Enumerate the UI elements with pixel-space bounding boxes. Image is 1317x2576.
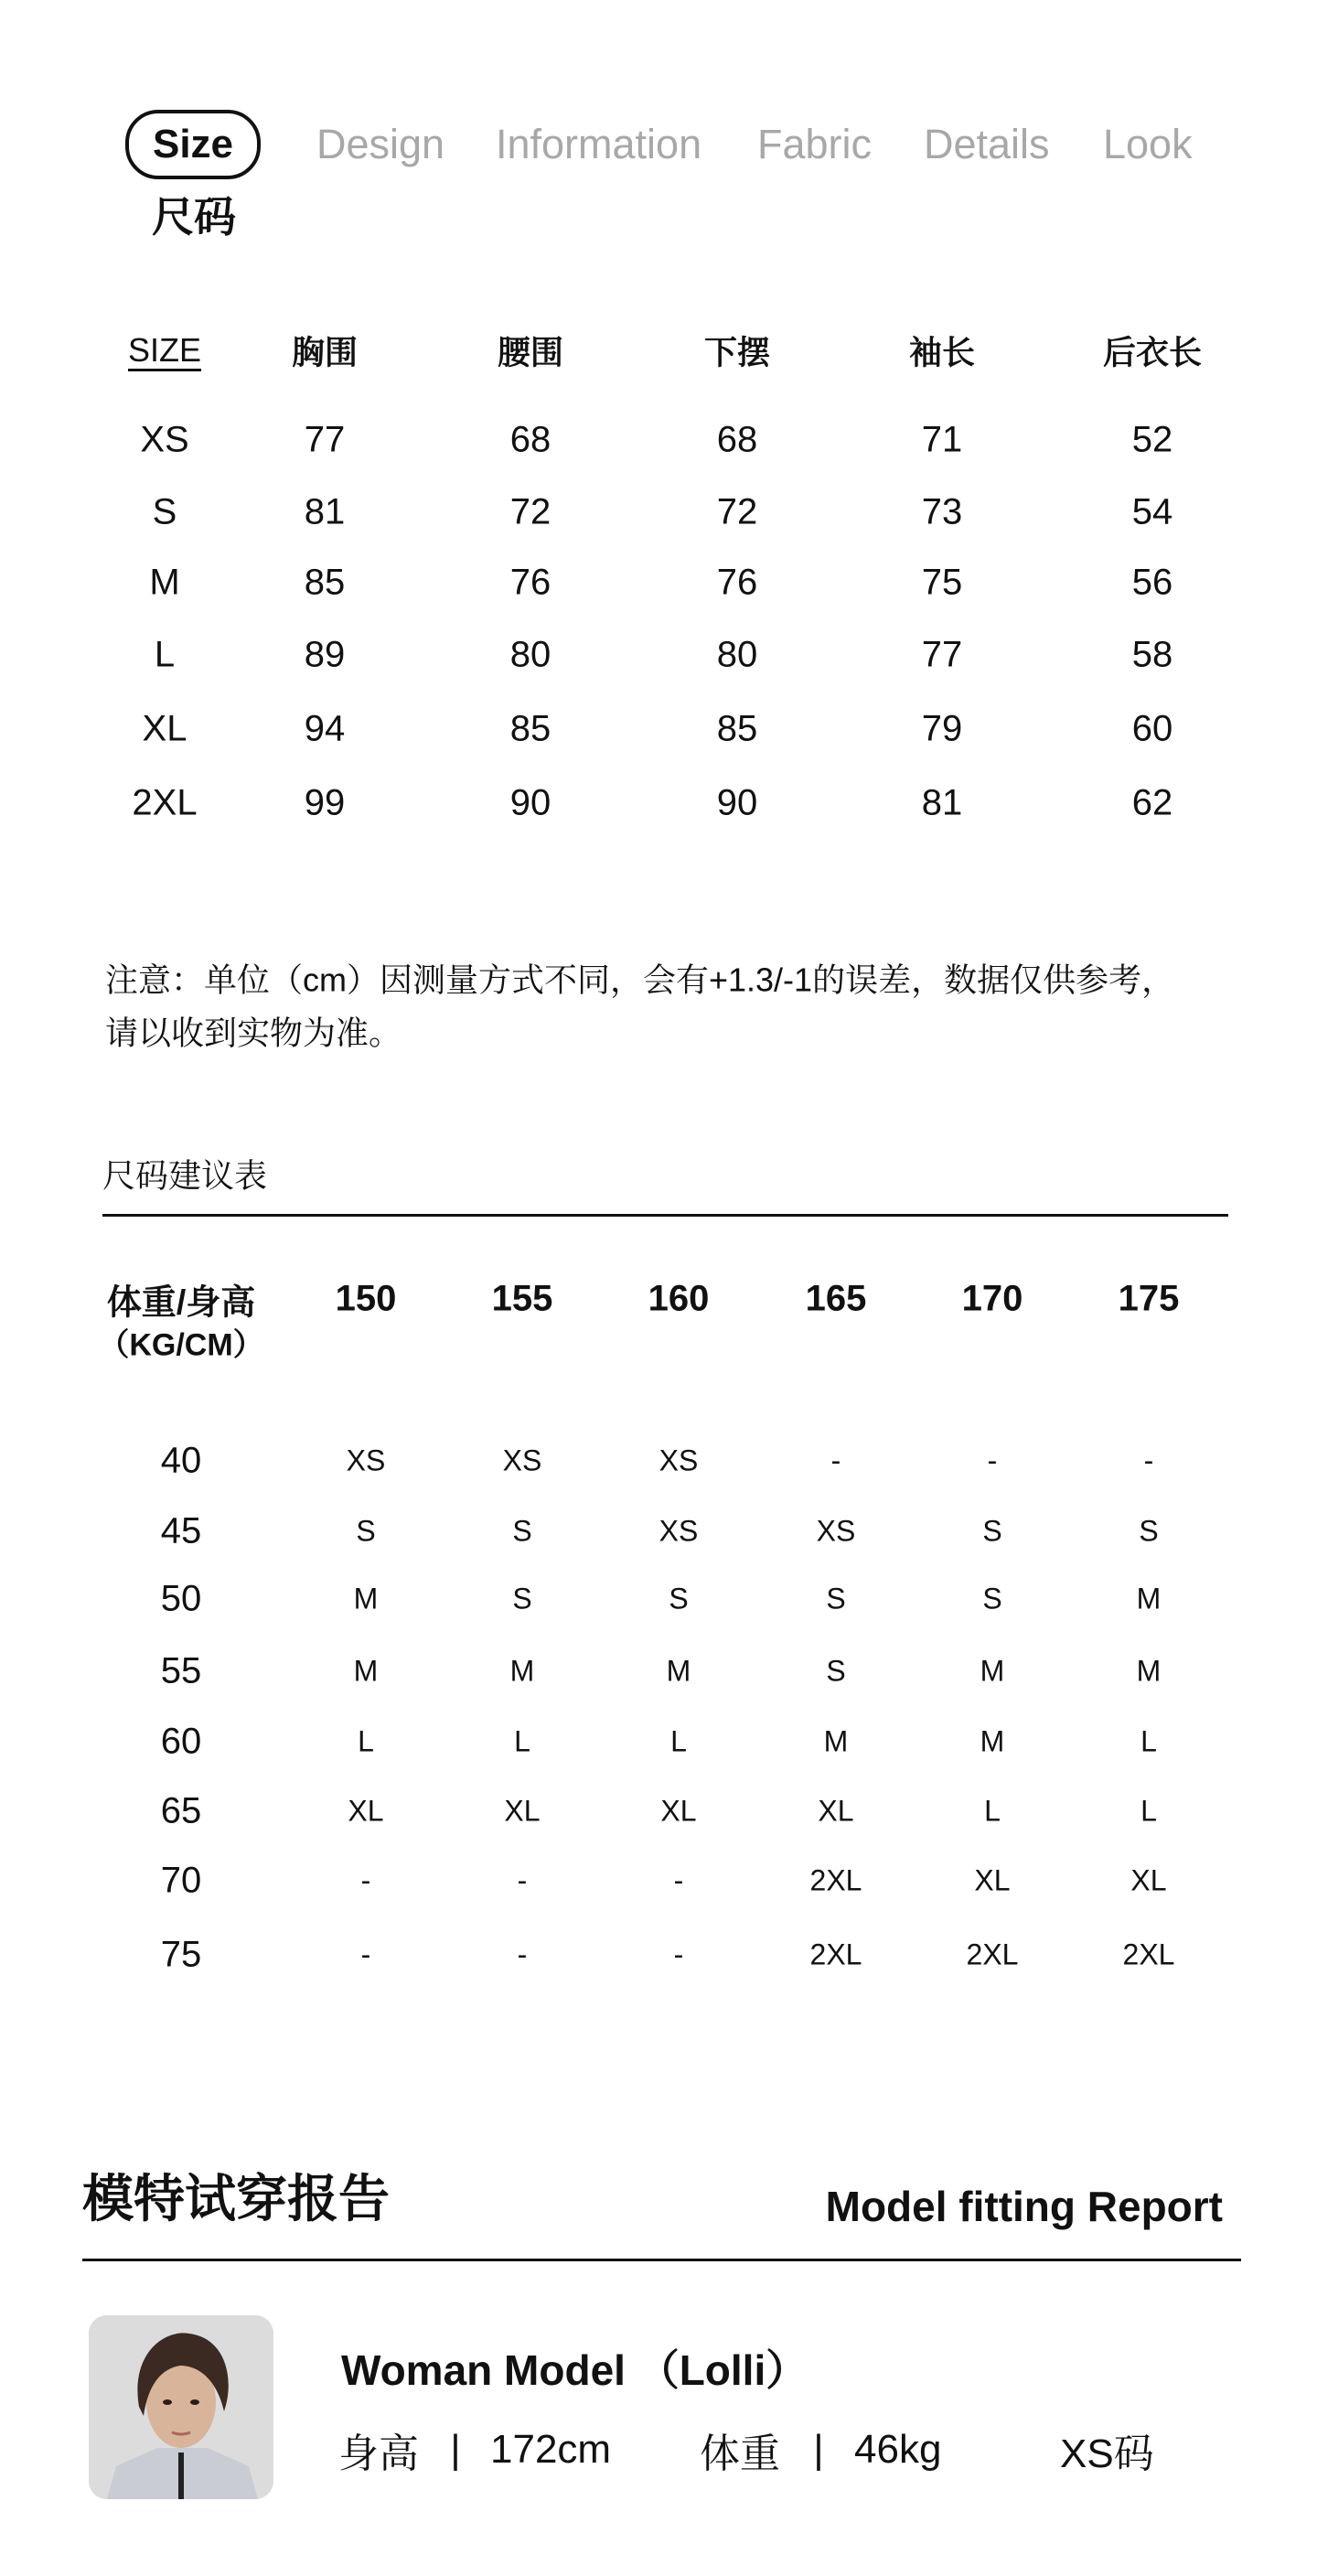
- size-table-cell: 81: [304, 491, 346, 532]
- height-header: 160: [648, 1278, 710, 1319]
- recommend-cell: S: [669, 1582, 689, 1615]
- separator: |: [813, 2427, 824, 2472]
- recommend-cell: XL: [818, 1794, 854, 1828]
- recommend-cell: -: [517, 1863, 528, 1897]
- recommend-cell: 2XL: [809, 1937, 862, 1971]
- size-table-cell: 62: [1131, 782, 1173, 823]
- size-table-cell: 58: [1131, 634, 1173, 675]
- tab-information[interactable]: Information: [496, 121, 702, 167]
- recommend-cell: 2XL: [1122, 1937, 1175, 1971]
- tab-look[interactable]: Look: [1103, 121, 1193, 167]
- recommend-cell: XS: [502, 1444, 542, 1477]
- separator: |: [450, 2427, 461, 2472]
- size-table-header: 腰围: [497, 333, 564, 371]
- size-table-cell: 77: [304, 419, 346, 460]
- recommend-cell: M: [353, 1582, 379, 1615]
- size-table-cell: 73: [921, 491, 963, 532]
- recommend-cell: 2XL: [966, 1937, 1019, 1971]
- recommend-cell: -: [360, 1937, 371, 1971]
- recommend-cell: M: [823, 1724, 849, 1758]
- size-table-cell: 85: [304, 562, 346, 603]
- recommend-cell: -: [517, 1937, 528, 1971]
- size-table-cell: 76: [716, 562, 758, 603]
- weight-label: 45: [160, 1510, 202, 1551]
- size-table-cell: 79: [921, 708, 963, 749]
- size-table-cell: 77: [921, 634, 963, 675]
- size-value: XS码: [1060, 2431, 1154, 2476]
- recommend-cell: XL: [974, 1863, 1011, 1897]
- weight-label: 60: [160, 1721, 202, 1762]
- tab-fabric[interactable]: Fabric: [757, 121, 873, 167]
- model-photo: [89, 2315, 273, 2499]
- recommend-cell: S: [512, 1514, 532, 1548]
- note-line-1: 注意：单位（cm）因测量方式不同，会有+1.3/-1的误差，数据仅供参考，: [105, 961, 1175, 999]
- recommend-cell: XL: [504, 1794, 541, 1828]
- height-header: 170: [961, 1278, 1023, 1319]
- recommend-cell: M: [1136, 1582, 1162, 1615]
- recommend-cell: S: [982, 1582, 1002, 1615]
- model-name: Woman Model （Lolli）: [341, 2346, 808, 2394]
- height-header: 150: [335, 1278, 397, 1319]
- tab-size[interactable]: Size: [125, 110, 261, 179]
- size-table-cell: 85: [716, 708, 758, 749]
- size-table-cell: 89: [304, 634, 346, 675]
- weight-label: 体重: [700, 2431, 780, 2476]
- size-table-cell: 75: [921, 562, 963, 603]
- size-label: 2XL: [132, 782, 198, 823]
- recommend-cell: -: [360, 1863, 371, 1897]
- height-header: 165: [805, 1278, 867, 1319]
- size-table-cell: 60: [1131, 708, 1173, 749]
- recommend-cell: S: [826, 1654, 846, 1688]
- size-table-cell: 81: [921, 782, 963, 823]
- recommend-cell: S: [826, 1582, 846, 1615]
- recommend-cell: XS: [658, 1514, 699, 1548]
- recommend-cell: M: [353, 1654, 379, 1688]
- recommend-cell: S: [512, 1582, 532, 1615]
- recommend-cell: -: [673, 1863, 684, 1897]
- weight-label: 50: [160, 1578, 202, 1619]
- size-table-header: 下摆: [703, 333, 771, 371]
- recommend-cell: -: [673, 1937, 684, 1971]
- weight-label: 40: [160, 1440, 202, 1481]
- size-table-cell: 54: [1131, 491, 1173, 532]
- weight-label: 75: [160, 1934, 202, 1975]
- recommend-cell: L: [670, 1724, 687, 1758]
- recommend-cell: XL: [660, 1794, 697, 1828]
- size-table-cell: 72: [716, 491, 758, 532]
- recommend-cell: M: [980, 1654, 1005, 1688]
- weight-label: 55: [160, 1650, 202, 1691]
- recommend-cell: L: [1140, 1724, 1157, 1758]
- size-table-cell: 56: [1131, 562, 1173, 603]
- height-label: 身高: [338, 2431, 419, 2476]
- weight-value: 46kg: [854, 2427, 942, 2472]
- weight-label: 70: [160, 1860, 202, 1901]
- recommend-cell: XS: [658, 1444, 699, 1477]
- size-table-header: SIZE: [127, 331, 202, 369]
- size-table-cell: 68: [509, 419, 551, 460]
- recommend-cell: L: [1140, 1794, 1157, 1828]
- size-table-cell: 76: [509, 562, 551, 603]
- size-table-header: 胸围: [291, 333, 359, 371]
- size-table-cell: 80: [509, 634, 551, 675]
- height-value: 172cm: [490, 2427, 612, 2472]
- divider: [102, 1214, 1228, 1217]
- tab-details[interactable]: Details: [924, 121, 1050, 167]
- size-label: S: [152, 491, 177, 532]
- note-line-2: 请以收到实物为准。: [105, 1014, 402, 1052]
- size-label: L: [154, 634, 176, 675]
- recommend-cell: M: [980, 1724, 1005, 1758]
- size-table-cell: 90: [509, 782, 551, 823]
- recommend-cell: S: [356, 1514, 376, 1548]
- recommend-cell: S: [982, 1514, 1002, 1548]
- size-table-cell: 68: [716, 419, 758, 460]
- recommend-cell: XL: [348, 1794, 384, 1828]
- report-title-cn: 模特试穿报告: [82, 2170, 390, 2227]
- corner-label: 体重/身高: [106, 1283, 256, 1323]
- size-table-cell: 72: [509, 491, 551, 532]
- recommend-cell: 2XL: [809, 1863, 862, 1897]
- recommend-cell: L: [514, 1724, 530, 1758]
- report-title-en: Model fitting Report: [825, 2183, 1223, 2230]
- recommend-cell: -: [987, 1444, 998, 1477]
- report-divider: [82, 2259, 1241, 2261]
- size-table-cell: 99: [304, 782, 346, 823]
- recommend-cell: XL: [1130, 1863, 1167, 1897]
- size-label: M: [149, 562, 180, 603]
- section-title: 尺码: [152, 193, 236, 241]
- corner-unit: （KG/CM）: [98, 1327, 264, 1363]
- recommend-cell: S: [1139, 1514, 1159, 1548]
- recommend-cell: L: [984, 1794, 1001, 1828]
- size-table-cell: 90: [716, 782, 758, 823]
- weight-label: 65: [160, 1790, 202, 1831]
- size-label: XS: [140, 419, 189, 460]
- size-table-cell: 80: [716, 634, 758, 675]
- recommend-cell: -: [830, 1444, 841, 1477]
- recommend-cell: -: [1143, 1444, 1154, 1477]
- size-table-cell: 52: [1131, 419, 1173, 460]
- recommend-cell: M: [666, 1654, 691, 1688]
- size-table-header: 后衣长: [1102, 333, 1203, 371]
- recommend-cell: XS: [816, 1514, 856, 1548]
- recommend-cell: XS: [346, 1444, 386, 1477]
- size-table-header: 袖长: [908, 333, 976, 371]
- recommend-cell: M: [509, 1654, 535, 1688]
- size-table-cell: 94: [304, 708, 346, 749]
- recommend-cell: M: [1136, 1654, 1162, 1688]
- height-header: 155: [491, 1278, 553, 1319]
- size-table-cell: 85: [509, 708, 551, 749]
- recommend-cell: L: [358, 1724, 374, 1758]
- size-table-cell: 71: [921, 419, 963, 460]
- size-label: XL: [142, 708, 187, 749]
- tab-design[interactable]: Design: [316, 121, 445, 167]
- recommend-title: 尺码建议表: [102, 1156, 268, 1195]
- height-header: 175: [1118, 1278, 1180, 1319]
